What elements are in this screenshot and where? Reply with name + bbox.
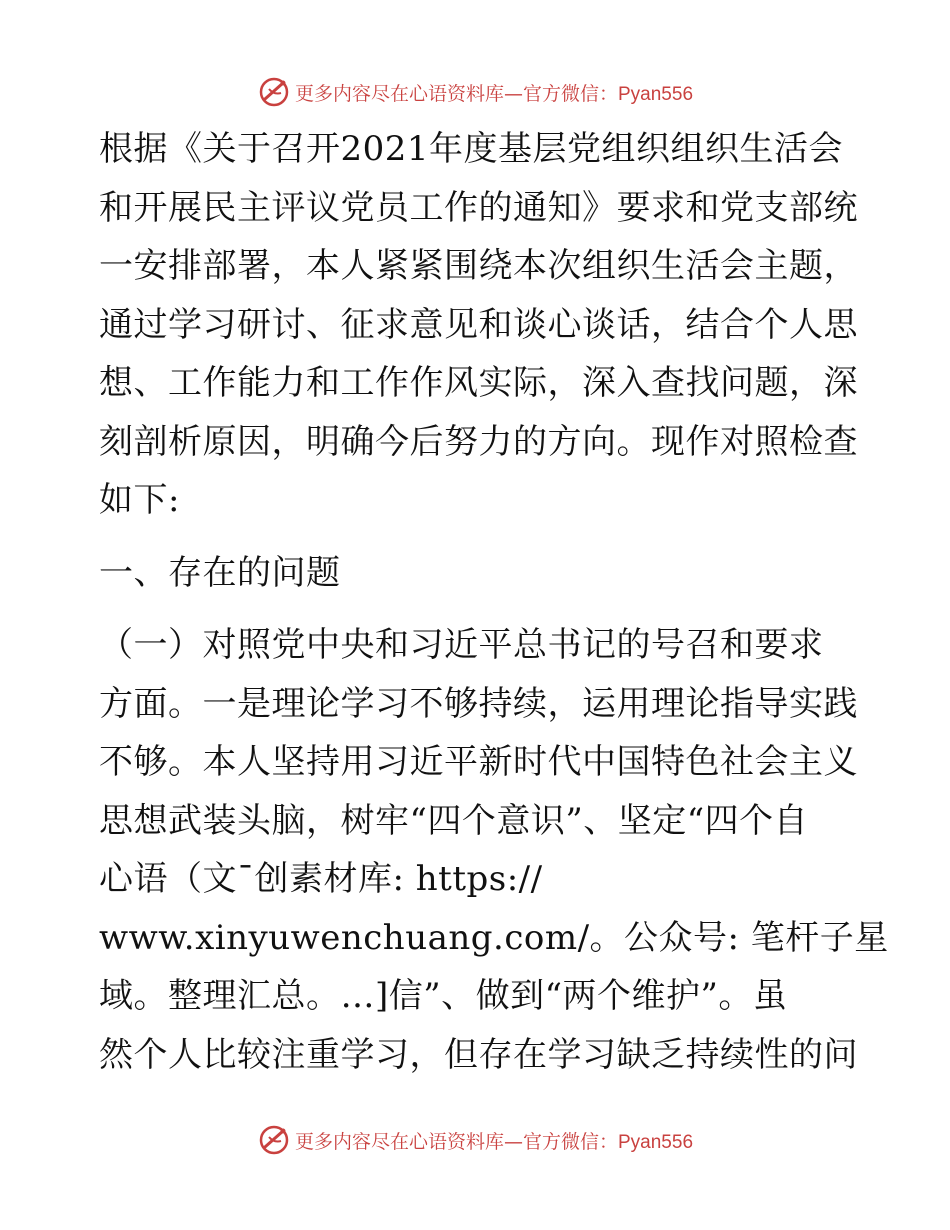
text-line: 方面。一是理论学习不够持续，运用理论指导实践 xyxy=(99,683,858,724)
text-line: 域。整理汇总。…]信”、做到“两个维护”。虽 xyxy=(99,976,788,1016)
section-heading: 一、存在的问题 xyxy=(99,552,341,593)
logo-icon xyxy=(257,75,291,109)
blank-line xyxy=(99,602,859,616)
text-line: 不够。本人坚持用习近平新时代中国特色社会主义 xyxy=(99,742,858,782)
text-line: 然个人比较注重学习，但存在学习缺乏持续性的问 xyxy=(99,1034,858,1075)
blank-line xyxy=(99,530,859,544)
text-line: www.xinyuwenchuang.com/。公众号: 笔杆子星 xyxy=(99,917,889,958)
text-line: 和开展民主评议党员工作的通知》要求和党支部统 xyxy=(99,187,858,228)
watermark-text: 更多内容尽在心语资料库—官方微信：Pyan556 xyxy=(294,1130,694,1153)
text-line: 想、工作能力和工作作风实际，深入查找问题，深 xyxy=(99,363,858,403)
text-line: 思想武装头脑，树牢“四个意识”、坚定“四个自 xyxy=(99,800,809,841)
text-line: 刻剖析原因，明确今后努力的方向。现作对照检查 xyxy=(99,421,858,462)
text-line: 如下: xyxy=(99,480,180,520)
logo-icon xyxy=(257,1123,291,1157)
document-body xyxy=(99,120,889,1084)
text-line: 通过学习研讨、征求意见和谈心谈话，结合个人思 xyxy=(99,304,858,345)
text-line: 一安排部署，本人紧紧围绕本次组织生活会主题， xyxy=(99,246,858,286)
footer-watermark-banner xyxy=(0,1120,950,1160)
header-watermark-banner xyxy=(0,72,950,112)
text-line: 根据《关于召开2021年度基层党组织组织生活会 xyxy=(99,129,844,169)
watermark-text: 更多内容尽在心语资料库—官方微信：Pyan556 xyxy=(294,82,694,105)
text-line: 心语（文¯创素材库: https:// xyxy=(99,859,543,899)
subsection-heading: （一）对照党中央和习近平总书记的号召和要求 xyxy=(99,625,824,665)
